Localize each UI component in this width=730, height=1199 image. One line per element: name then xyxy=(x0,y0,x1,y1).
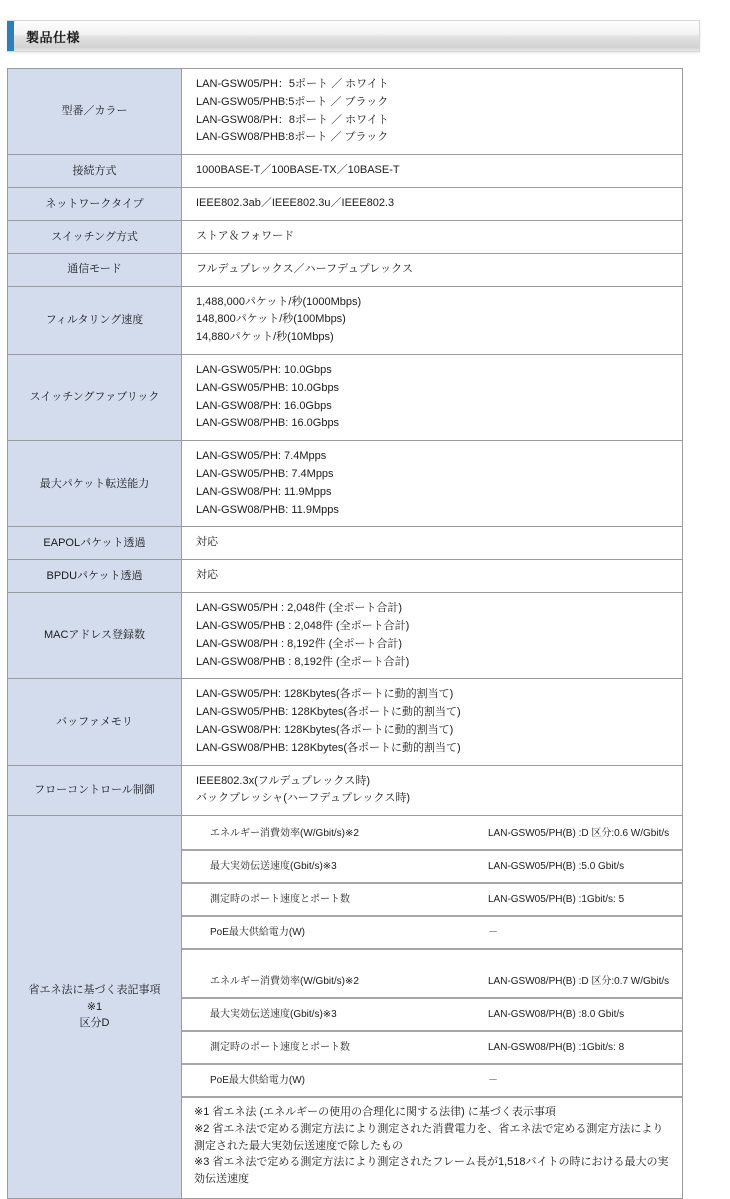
eco-notes xyxy=(182,1097,682,1198)
eco-notes-row xyxy=(182,1097,682,1198)
spec-value xyxy=(182,593,683,679)
spec-value-line: LAN-GSW08/PHB: 128Kbytes(各ポートに動的割当て) xyxy=(196,741,461,754)
eco-row-key: PoE最大供給電力(W) xyxy=(182,916,460,949)
eco-row-key: エネルギー消費効率(W/Gbit/s)※2 xyxy=(182,816,460,850)
spec-value-line: LAN-GSW05/PHB: 7.4Mpps xyxy=(196,468,334,480)
spec-value-line: LAN-GSW05/PH: 10.0Gbps xyxy=(196,363,332,376)
spec-value-line: 対応 xyxy=(196,536,218,549)
spec-value-line: LAN-GSW08/PH：8ポート ／ ホワイト xyxy=(196,113,389,126)
eco-row xyxy=(182,966,682,998)
table-row xyxy=(8,441,683,527)
spec-value xyxy=(182,188,683,221)
spec-label: ネットワークタイプ xyxy=(8,188,182,221)
table-row xyxy=(8,69,683,155)
spec-label: スイッチング方式 xyxy=(8,220,182,253)
eco-row xyxy=(182,1031,682,1064)
table-row-eco xyxy=(8,816,683,1199)
table-row xyxy=(8,527,683,560)
spec-label: 接続方式 xyxy=(8,155,182,188)
spec-value-line: 14,880パケット/秒(10Mbps) xyxy=(196,331,334,344)
spec-value-line: LAN-GSW05/PH: 128Kbytes(各ポートに動的割当て) xyxy=(196,688,454,701)
spec-value-line: 1000BASE-T／100BASE-TX／10BASE-T xyxy=(196,164,400,177)
table-row xyxy=(8,354,683,440)
eco-row xyxy=(182,816,682,850)
spec-label: MACアドレス登録数 xyxy=(8,593,182,679)
eco-label-note-text: ※1 xyxy=(86,1000,103,1013)
spec-table-body xyxy=(8,69,683,1199)
spec-value xyxy=(182,527,683,560)
table-row xyxy=(8,220,683,253)
eco-row-key: 最大実効伝送速度(Gbit/s)※3 xyxy=(182,998,460,1031)
spec-value-line: LAN-GSW05/PHB: 10.0Gbps xyxy=(196,381,340,394)
spec-value-line: LAN-GSW08/PHB : 8,192件 (全ポート合計) xyxy=(196,655,410,668)
table-row xyxy=(8,593,683,679)
spec-value-line: LAN-GSW08/PHB: 16.0Gbps xyxy=(196,417,340,430)
spec-value-line: LAN-GSW08/PH : 8,192件 (全ポート合計) xyxy=(196,637,402,650)
spec-value-line: IEEE802.3ab／IEEE802.3u／IEEE802.3 xyxy=(196,197,395,210)
spec-value-line: 対応 xyxy=(196,569,218,582)
spec-value xyxy=(182,69,683,155)
spec-value xyxy=(182,765,683,816)
eco-row xyxy=(182,1064,682,1097)
spec-value xyxy=(182,441,683,527)
spec-value xyxy=(182,286,683,354)
eco-group-spacer xyxy=(182,949,682,966)
spec-value-line: LAN-GSW08/PH: 16.0Gbps xyxy=(196,399,332,412)
spec-value-line: バックプレッシャ(ハーフデュプレックス時) xyxy=(196,792,411,805)
spec-label: 最大パケット転送能力 xyxy=(8,441,182,527)
eco-label xyxy=(8,816,182,1199)
accent-bar xyxy=(7,21,14,51)
spec-label: 型番／カラー xyxy=(8,69,182,155)
table-row xyxy=(8,253,683,286)
spec-value xyxy=(182,679,683,765)
eco-row xyxy=(182,883,682,916)
spec-value xyxy=(182,560,683,593)
table-row xyxy=(8,188,683,221)
spec-value-line: LAN-GSW05/PHB: 128Kbytes(各ポートに動的割当て) xyxy=(196,706,461,719)
spec-label: フィルタリング速度 xyxy=(8,286,182,354)
spec-value xyxy=(182,155,683,188)
table-row xyxy=(8,286,683,354)
table-row xyxy=(8,155,683,188)
spec-label: 通信モード xyxy=(8,253,182,286)
spec-value-line: LAN-GSW05/PH : 2,048件 (全ポート合計) xyxy=(196,602,402,615)
eco-row-key: 測定時のポート速度とポート数 xyxy=(182,883,460,916)
spec-label: EAPOLパケット透過 xyxy=(8,527,182,560)
eco-detail-table xyxy=(182,816,682,1198)
eco-row xyxy=(182,998,682,1031)
eco-note-line: ※1 省エネ法 (エネルギーの使用の合理化に関する法律) に基づく表示事項 xyxy=(194,1106,556,1119)
spec-value-line: LAN-GSW08/PHB:8ポート ／ ブラック xyxy=(196,131,389,144)
spec-value xyxy=(182,354,683,440)
spec-label: スイッチングファブリック xyxy=(8,354,182,440)
spec-value-line: LAN-GSW05/PHB : 2,048件 (全ポート合計) xyxy=(196,619,410,632)
product-spec-table xyxy=(7,68,683,1199)
eco-content-cell xyxy=(182,816,683,1199)
eco-note-line: 効伝送速度 xyxy=(194,1173,249,1186)
spec-value-line: LAN-GSW05/PH：5ポート ／ ホワイト xyxy=(196,78,389,90)
spec-value-line: LAN-GSW05/PH: 7.4Mpps xyxy=(196,450,327,463)
spec-value xyxy=(182,220,683,253)
spec-value-line: LAN-GSW08/PH: 128Kbytes(各ポートに動的割当て) xyxy=(196,723,454,736)
table-row xyxy=(8,765,683,816)
eco-row-key: エネルギー消費効率(W/Gbit/s)※2 xyxy=(182,966,460,998)
eco-row-value: LAN-GSW05/PH(B) :1Gbit/s: 5 xyxy=(460,883,682,916)
eco-note-line: ※3 省エネ法で定める測定方法により測定されたフレーム長が1,518バイトの時における最大の実 xyxy=(194,1156,669,1169)
eco-row-value: LAN-GSW08/PH(B) :1Gbit/s: 8 xyxy=(460,1031,682,1064)
spec-value-line: IEEE802.3x(フルデュプレックス時) xyxy=(196,774,370,787)
spec-value xyxy=(182,253,683,286)
spec-label: BPDUパケット透過 xyxy=(8,560,182,593)
eco-row-value: LAN-GSW05/PH(B) :D 区分:0.6 W/Gbit/s xyxy=(460,816,682,850)
table-row xyxy=(8,560,683,593)
eco-group-spacer-cell xyxy=(182,949,682,966)
eco-row-value: LAN-GSW05/PH(B) :5.0 Gbit/s xyxy=(460,850,682,883)
eco-note-line: 測定された最大実効伝送速度で除したもの xyxy=(194,1139,403,1152)
eco-row-key: PoE最大供給電力(W) xyxy=(182,1064,460,1097)
section-header xyxy=(7,20,700,52)
eco-row-value: － xyxy=(460,1064,682,1097)
spec-value-line: LAN-GSW05/PHB:5ポート ／ ブラック xyxy=(196,95,389,108)
eco-row-key: 最大実効伝送速度(Gbit/s)※3 xyxy=(182,850,460,883)
eco-row xyxy=(182,916,682,949)
spec-value-line: 1,488,000パケット/秒(1000Mbps) xyxy=(196,295,362,308)
page-title: 製品仕様 xyxy=(26,29,81,45)
eco-row-value: LAN-GSW08/PH(B) :D 区分:0.7 W/Gbit/s xyxy=(460,966,682,998)
eco-label-class-text: 区分D xyxy=(79,1017,110,1030)
spec-value-line: ストア＆フォワード xyxy=(196,229,295,242)
eco-row-value: LAN-GSW08/PH(B) :8.0 Gbit/s xyxy=(460,998,682,1031)
eco-label-main-text: 省エネ法に基づく表記事項 xyxy=(28,984,161,997)
spec-value-line: フルデュプレックス／ハーフデュプレックス xyxy=(196,262,414,275)
eco-note-line: ※2 省エネ法で定める測定方法により測定された消費電力を、省エネ法で定める測定方法により xyxy=(194,1122,664,1135)
spec-label: フローコントロール制御 xyxy=(8,765,182,816)
spec-value-line: LAN-GSW08/PHB: 11.9Mpps xyxy=(196,503,339,516)
eco-row xyxy=(182,850,682,883)
eco-row-value: － xyxy=(460,916,682,949)
spec-label: バッファメモリ xyxy=(8,679,182,765)
table-row xyxy=(8,679,683,765)
spec-value-line: 148,800パケット/秒(100Mbps) xyxy=(196,313,346,326)
eco-row-key: 測定時のポート速度とポート数 xyxy=(182,1031,460,1064)
spec-value-line: LAN-GSW08/PH: 11.9Mpps xyxy=(196,485,332,498)
